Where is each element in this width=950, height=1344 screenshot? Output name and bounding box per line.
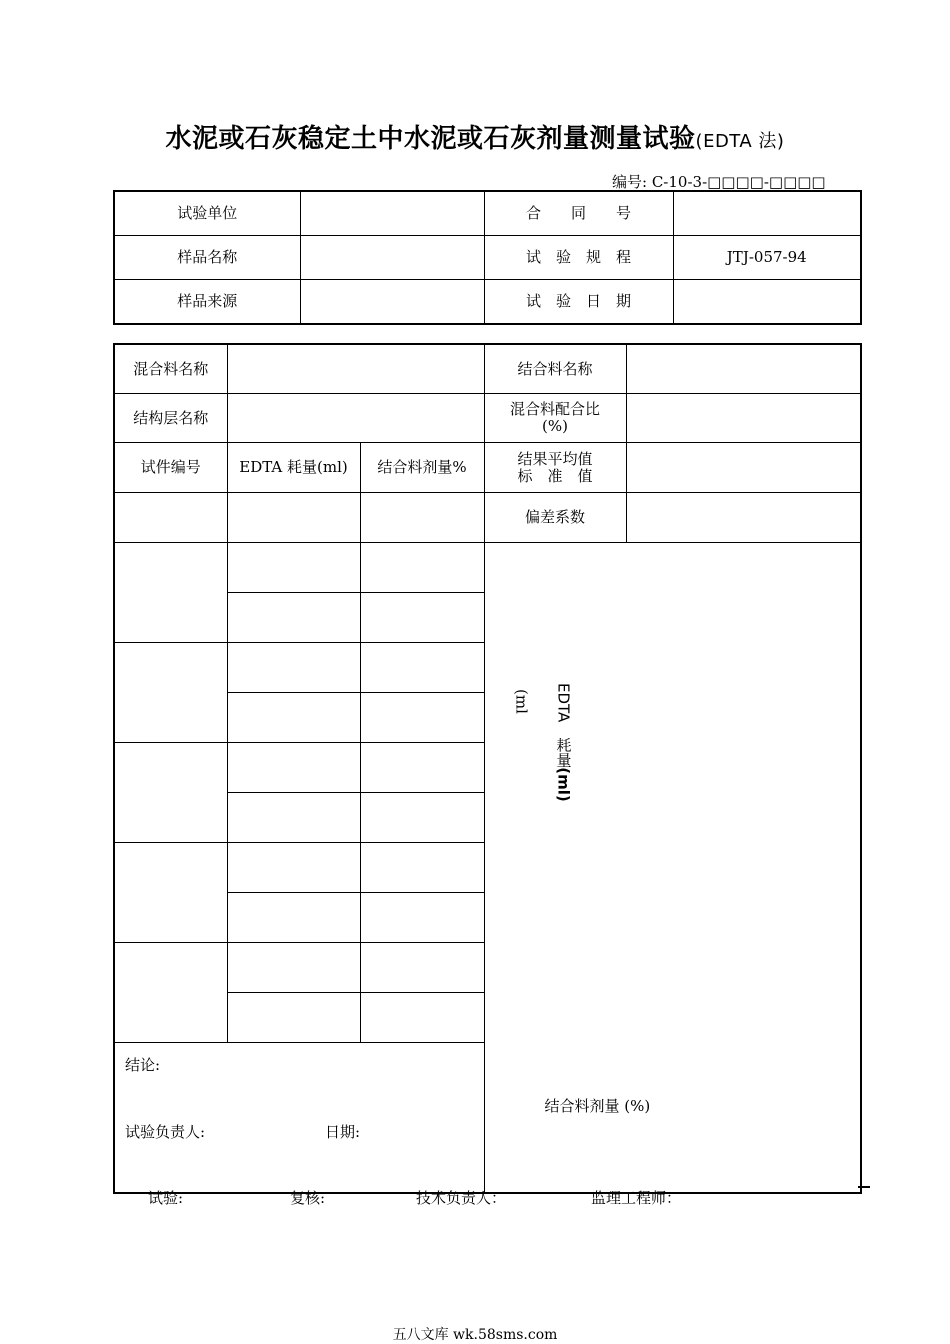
dose-cell[interactable] <box>360 493 484 543</box>
form-code: 编号: C-10-3-□□□□-□□□□ <box>612 173 826 191</box>
page-title: 水泥或石灰稳定土中水泥或石灰剂量测量试验(EDTA 法) <box>165 124 785 154</box>
info-table <box>113 190 862 325</box>
footer-review: 复核: <box>290 1189 326 1207</box>
person-label: 试验负责人: <box>125 1123 206 1141</box>
edta-cell[interactable] <box>227 593 360 643</box>
edta-cell[interactable] <box>227 543 360 593</box>
label-deviation: 偏差系数 <box>484 493 626 543</box>
edta-cell[interactable] <box>227 493 360 543</box>
label-test-unit: 试验单位 <box>114 191 300 236</box>
dose-cell[interactable] <box>360 793 484 843</box>
dose-cell[interactable] <box>360 893 484 943</box>
edta-cell[interactable] <box>227 643 360 693</box>
edta-cell[interactable] <box>227 943 360 993</box>
contract-no-field[interactable] <box>673 191 861 236</box>
binder-name-field[interactable] <box>626 344 861 394</box>
dose-cell[interactable] <box>360 943 484 993</box>
border-tick <box>858 1186 870 1188</box>
edta-cell[interactable] <box>227 793 360 843</box>
chart-xlabel: 结合料剂量 (%) <box>544 1097 651 1115</box>
footer-supervisor: 监理工程师： <box>591 1189 682 1207</box>
conclusion-cell[interactable] <box>114 1043 484 1194</box>
test-unit-field[interactable] <box>300 191 484 236</box>
col-specimen-no: 试件编号 <box>114 443 227 493</box>
specimen-cell[interactable] <box>114 643 227 743</box>
label-layer-name: 结构层名称 <box>114 394 227 443</box>
dose-cell[interactable] <box>360 843 484 893</box>
mix-ratio-field[interactable] <box>626 394 861 443</box>
test-date-field[interactable] <box>673 280 861 325</box>
col-binder-dose: 结合料剂量% <box>360 443 484 493</box>
col-edta: EDTA 耗量(ml) <box>227 443 360 493</box>
chart-ylabel: EDTA 耗量(ml) <box>554 683 573 802</box>
dose-cell[interactable] <box>360 993 484 1043</box>
main-table <box>113 343 862 1194</box>
chart-ylabel-short: (ml <box>512 689 531 714</box>
edta-cell[interactable] <box>227 743 360 793</box>
dose-cell[interactable] <box>360 743 484 793</box>
specimen-cell[interactable] <box>114 543 227 643</box>
dose-cell[interactable] <box>360 543 484 593</box>
label-avg-std: 结果平均值 标 准 值 <box>484 443 626 493</box>
label-test-spec: 试 验 规 程 <box>484 236 673 280</box>
edta-cell[interactable] <box>227 993 360 1043</box>
specimen-cell[interactable] <box>114 943 227 1043</box>
edta-cell[interactable] <box>227 693 360 743</box>
avg-std-field[interactable] <box>626 443 861 493</box>
watermark: 五八文库 wk.58sms.com <box>392 1327 558 1343</box>
specimen-cell[interactable] <box>114 843 227 943</box>
date-label: 日期: <box>325 1123 361 1141</box>
label-mix-name: 混合料名称 <box>114 344 227 394</box>
edta-cell[interactable] <box>227 893 360 943</box>
edta-cell[interactable] <box>227 843 360 893</box>
footer-tech: 技术负责人： <box>416 1189 507 1207</box>
sample-name-field[interactable] <box>300 236 484 280</box>
label-sample-name: 样品名称 <box>114 236 300 280</box>
sample-source-field[interactable] <box>300 280 484 325</box>
label-contract-no: 合 同 号 <box>484 191 673 236</box>
label-test-date: 试 验 日 期 <box>484 280 673 325</box>
conclusion-label: 结论: <box>125 1056 161 1074</box>
test-spec-value: JTJ-057-94 <box>673 236 861 280</box>
deviation-field[interactable] <box>626 493 861 543</box>
dose-cell[interactable] <box>360 693 484 743</box>
chart-area <box>484 543 861 1194</box>
dose-cell[interactable] <box>360 643 484 693</box>
dose-cell[interactable] <box>360 593 484 643</box>
mix-name-field[interactable] <box>227 344 484 394</box>
specimen-cell[interactable] <box>114 493 227 543</box>
specimen-cell[interactable] <box>114 743 227 843</box>
label-mix-ratio: 混合料配合比 (%) <box>484 394 626 443</box>
layer-name-field[interactable] <box>227 394 484 443</box>
footer-test: 试验: <box>148 1189 184 1207</box>
label-binder-name: 结合料名称 <box>484 344 626 394</box>
label-sample-source: 样品来源 <box>114 280 300 325</box>
